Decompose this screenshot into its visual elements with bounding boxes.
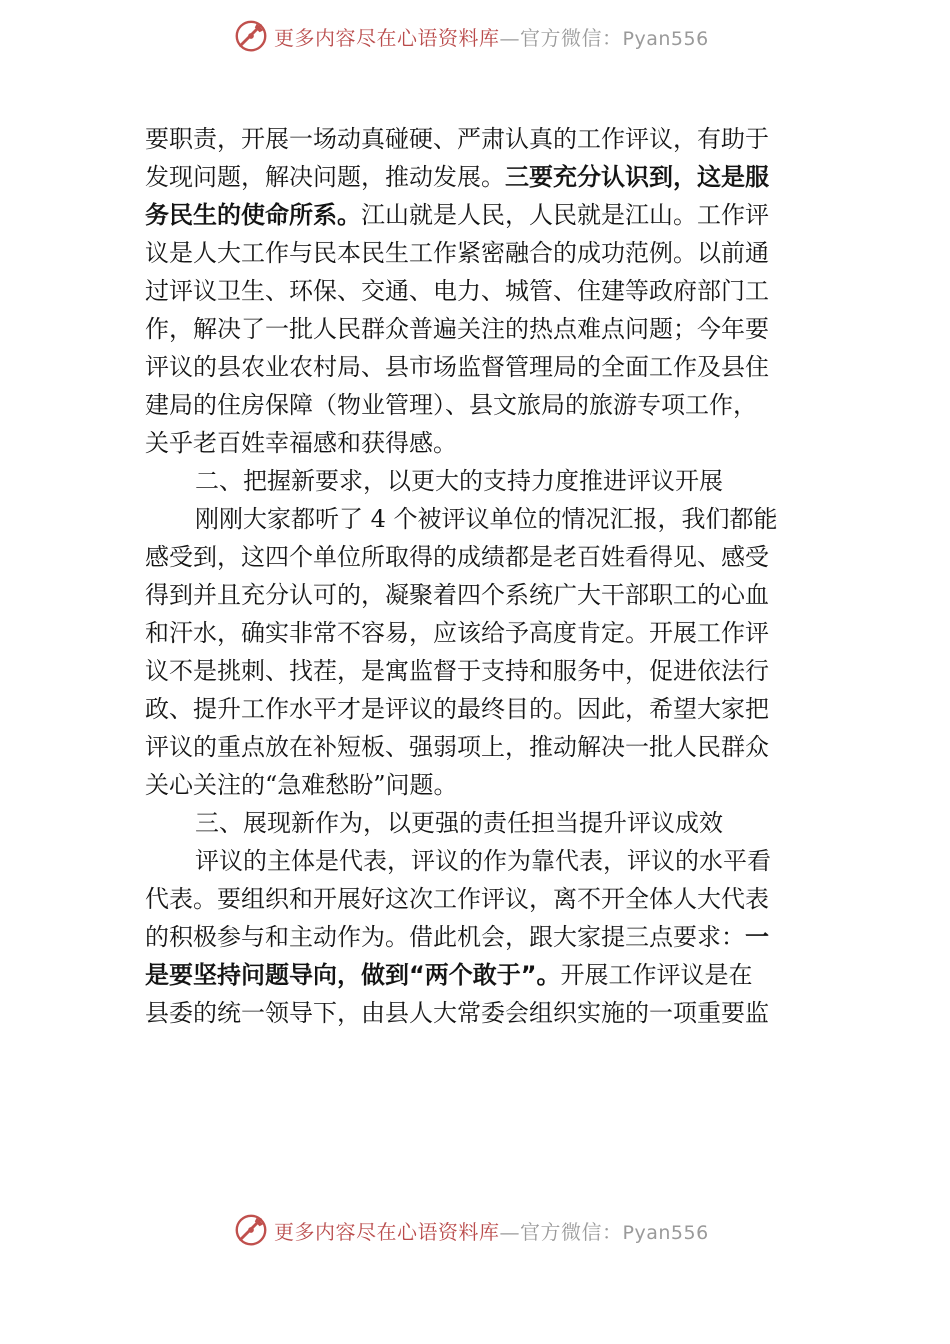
text-segment: 得到并且充分认可的，凝聚着四个系统广大干部职工的心血 [145,581,769,609]
text-line [145,234,817,272]
bold-text: 一 [745,923,769,951]
text-line [145,196,817,234]
text-line [145,576,817,614]
text-line [145,652,817,690]
watermark-text: 更多内容尽在心语资料库—官方微信：Pyan556 [274,25,709,50]
pen-logo-icon [232,17,270,55]
text-segment: 的积极参与和主动作为。借此机会，跟大家提三点要求： [145,923,745,951]
text-line [145,424,817,462]
text-line [145,386,817,424]
text-line [145,918,817,956]
text-line [145,880,817,918]
text-line [145,538,817,576]
text-line [145,842,817,880]
text-line [145,994,817,1032]
text-segment: 议是人大工作与民本民生工作紧密融合的成功范例。以前通 [145,239,769,267]
document-body [145,120,817,1032]
bold-text: 是要坚持问题导向，做到“两个敢于”。 [145,961,561,989]
text-line [145,500,817,538]
text-line [145,310,817,348]
header-watermark [232,16,709,56]
text-line [145,804,817,842]
text-segment: 刚刚大家都听了 4 个被评议单位的情况汇报，我们都能 [195,505,778,533]
text-segment: 建局的住房保障（物业管理）、县文旅局的旅游专项工作， [145,391,757,419]
text-line [145,766,817,804]
text-line [145,690,817,728]
text-segment: 评议的县农业农村局、县市场监督管理局的全面工作及县住 [145,353,769,381]
text-segment: 感受到，这四个单位所取得的成绩都是老百姓看得见、感受 [145,543,769,571]
text-line [145,158,817,196]
text-segment: 二、把握新要求，以更大的支持力度推进评议开展 [195,467,723,495]
text-segment: 评议的主体是代表，评议的作为靠代表，评议的水平看 [195,847,771,875]
text-segment: 三、展现新作为，以更强的责任担当提升评议成效 [195,809,723,837]
text-segment: 要职责，开展一场动真碰硬、严肃认真的工作评议，有助于 [145,125,769,153]
text-segment: 县委的统一领导下，由县人大常委会组织实施的一项重要监 [145,999,769,1027]
text-line [145,956,817,994]
text-segment: 政、提升工作水平才是评议的最终目的。因此，希望大家把 [145,695,769,723]
text-segment: 关心关注的“急难愁盼”问题。 [145,771,458,799]
text-line [145,272,817,310]
bold-text: 务民生的使命所系。 [145,201,361,229]
text-segment: 议不是挑刺、找茬，是寓监督于支持和服务中，促进依法行 [145,657,769,685]
pen-logo-icon [232,1211,270,1249]
text-segment: 江山就是人民，人民就是江山。工作评 [361,201,769,229]
text-segment: 作，解决了一批人民群众普遍关注的热点难点问题；今年要 [145,315,769,343]
bold-text: 三要充分认识到，这是服 [505,163,769,191]
text-segment: 发现问题，解决问题，推动发展。 [145,163,505,191]
text-segment: 评议的重点放在补短板、强弱项上，推动解决一批人民群众 [145,733,769,761]
text-segment: 过评议卫生、环保、交通、电力、城管、住建等政府部门工 [145,277,769,305]
text-line [145,348,817,386]
text-line [145,728,817,766]
watermark-text: 更多内容尽在心语资料库—官方微信：Pyan556 [274,1219,709,1244]
text-segment: 和汗水，确实非常不容易，应该给予高度肯定。开展工作评 [145,619,769,647]
footer-watermark [232,1210,709,1250]
text-segment: 开展工作评议是在 [560,961,753,989]
text-segment: 关乎老百姓幸福感和获得感。 [145,429,457,457]
text-line [145,120,817,158]
text-segment: 代表。要组织和开展好这次工作评议，离不开全体人大代表 [145,885,769,913]
text-line [145,614,817,652]
text-line [145,462,817,500]
